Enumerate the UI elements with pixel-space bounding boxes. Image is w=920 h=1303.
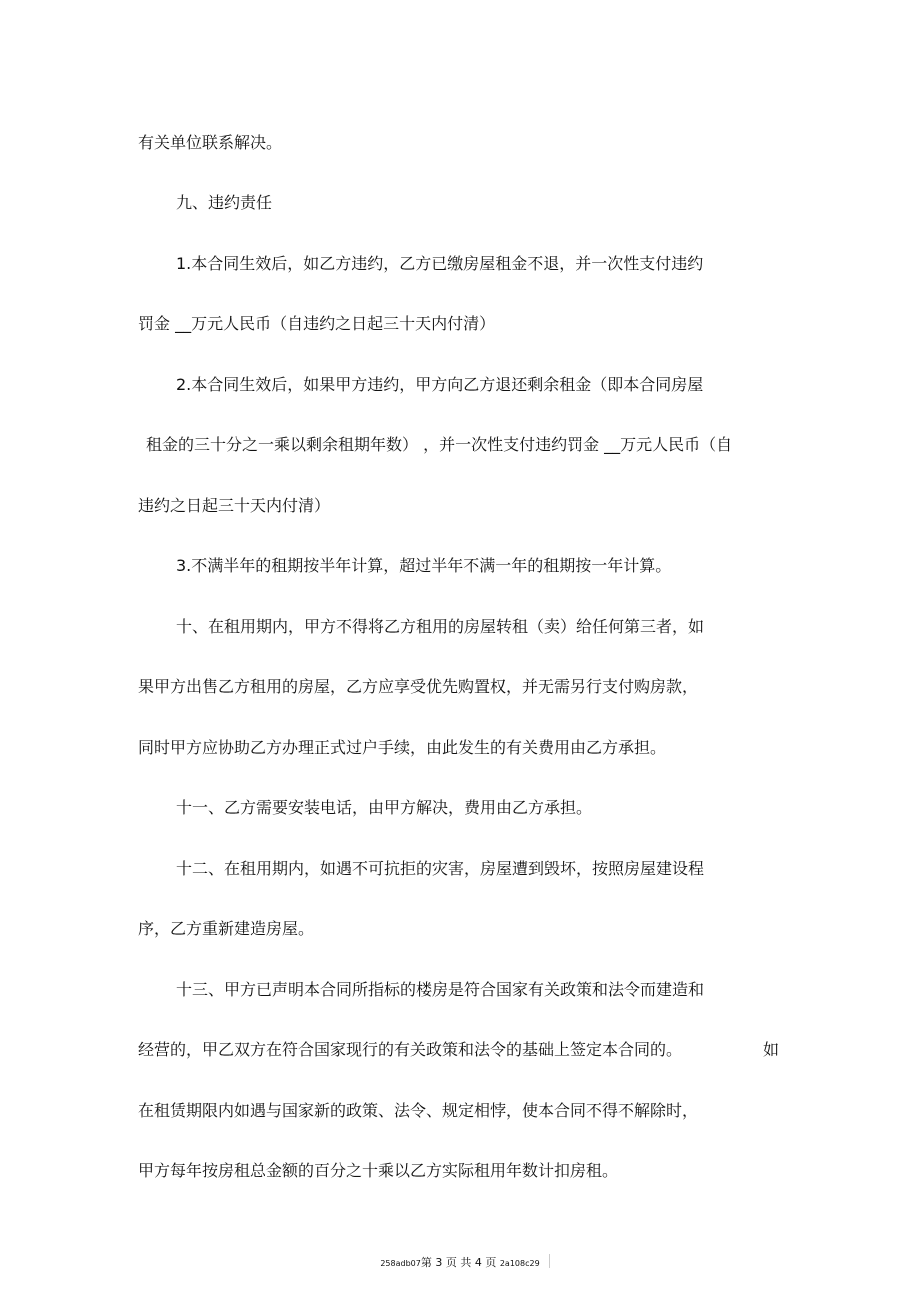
footer-code-left: 258adb07 — [380, 1259, 421, 1268]
footer-page-suffix: 页 — [485, 1256, 497, 1269]
paragraph-line: 租金的三十分之一乘以剩余租期年数） ，并一次性支付违约罚金 __万元人民币（自 — [146, 435, 733, 454]
page-footer — [0, 1256, 920, 1271]
paragraph-line: 十三、甲方已声明本合同所指标的楼房是符合国家有关政策和法令而建造和 — [176, 980, 705, 999]
paragraph-line: 十、在租用期内，甲方不得将乙方租用的房屋转租（卖）给任何第三者，如 — [176, 617, 705, 636]
paragraph-line: 1.本合同生效后，如乙方违约，乙方已缴房屋租金不退，并一次性支付违约 — [176, 254, 704, 273]
footer-page-current: 3 — [435, 1256, 443, 1269]
paragraph-line: 十二、在租用期内，如遇不可抗拒的灾害，房屋遭到毁坏，按照房屋建设程 — [176, 859, 705, 878]
paragraph-line: 十一、乙方需要安装电话，由甲方解决，费用由乙方承担。 — [176, 798, 593, 817]
footer-page-middle: 页 共 — [445, 1256, 472, 1269]
footer-code-right: 2a108c29 — [499, 1259, 540, 1268]
paragraph-line: 3.不满半年的租期按半年计算，超过半年不满一年的租期按一年计算。 — [176, 556, 672, 575]
paragraph-line: 甲方每年按房租总金额的百分之十乘以乙方实际租用年数计扣房租。 — [138, 1161, 619, 1180]
paragraph-line: 2.本合同生效后，如果甲方违约，甲方向乙方退还剩余租金（即本合同房屋 — [176, 375, 704, 394]
paragraph-line-continuation: 如 — [763, 1040, 780, 1059]
footer-divider — [549, 1254, 550, 1268]
footer-page-total: 4 — [474, 1256, 482, 1269]
paragraph-line: 果甲方出售乙方租用的房屋，乙方应享受优先购置权，并无需另行支付购房款， — [138, 677, 699, 696]
section-heading: 九、违约责任 — [176, 193, 273, 212]
paragraph-line: 序，乙方重新建造房屋。 — [138, 919, 315, 938]
paragraph-line: 在租赁期限内如遇与国家新的政策、法令、规定相悖，使本合同不得不解除时， — [138, 1101, 699, 1120]
paragraph-line: 罚金 __万元人民币（自违约之日起三十天内付清） — [138, 314, 496, 333]
paragraph-line: 有关单位联系解决。 — [138, 133, 283, 152]
paragraph-line: 经营的，甲乙双方在符合国家现行的有关政策和法令的基础上签定本合同的。 — [138, 1040, 683, 1059]
footer-page-prefix: 第 — [420, 1256, 432, 1269]
paragraph-line: 违约之日起三十天内付清） — [138, 496, 331, 515]
paragraph-line: 同时甲方应协助乙方办理正式过户手续，由此发生的有关费用由乙方承担。 — [138, 738, 667, 757]
